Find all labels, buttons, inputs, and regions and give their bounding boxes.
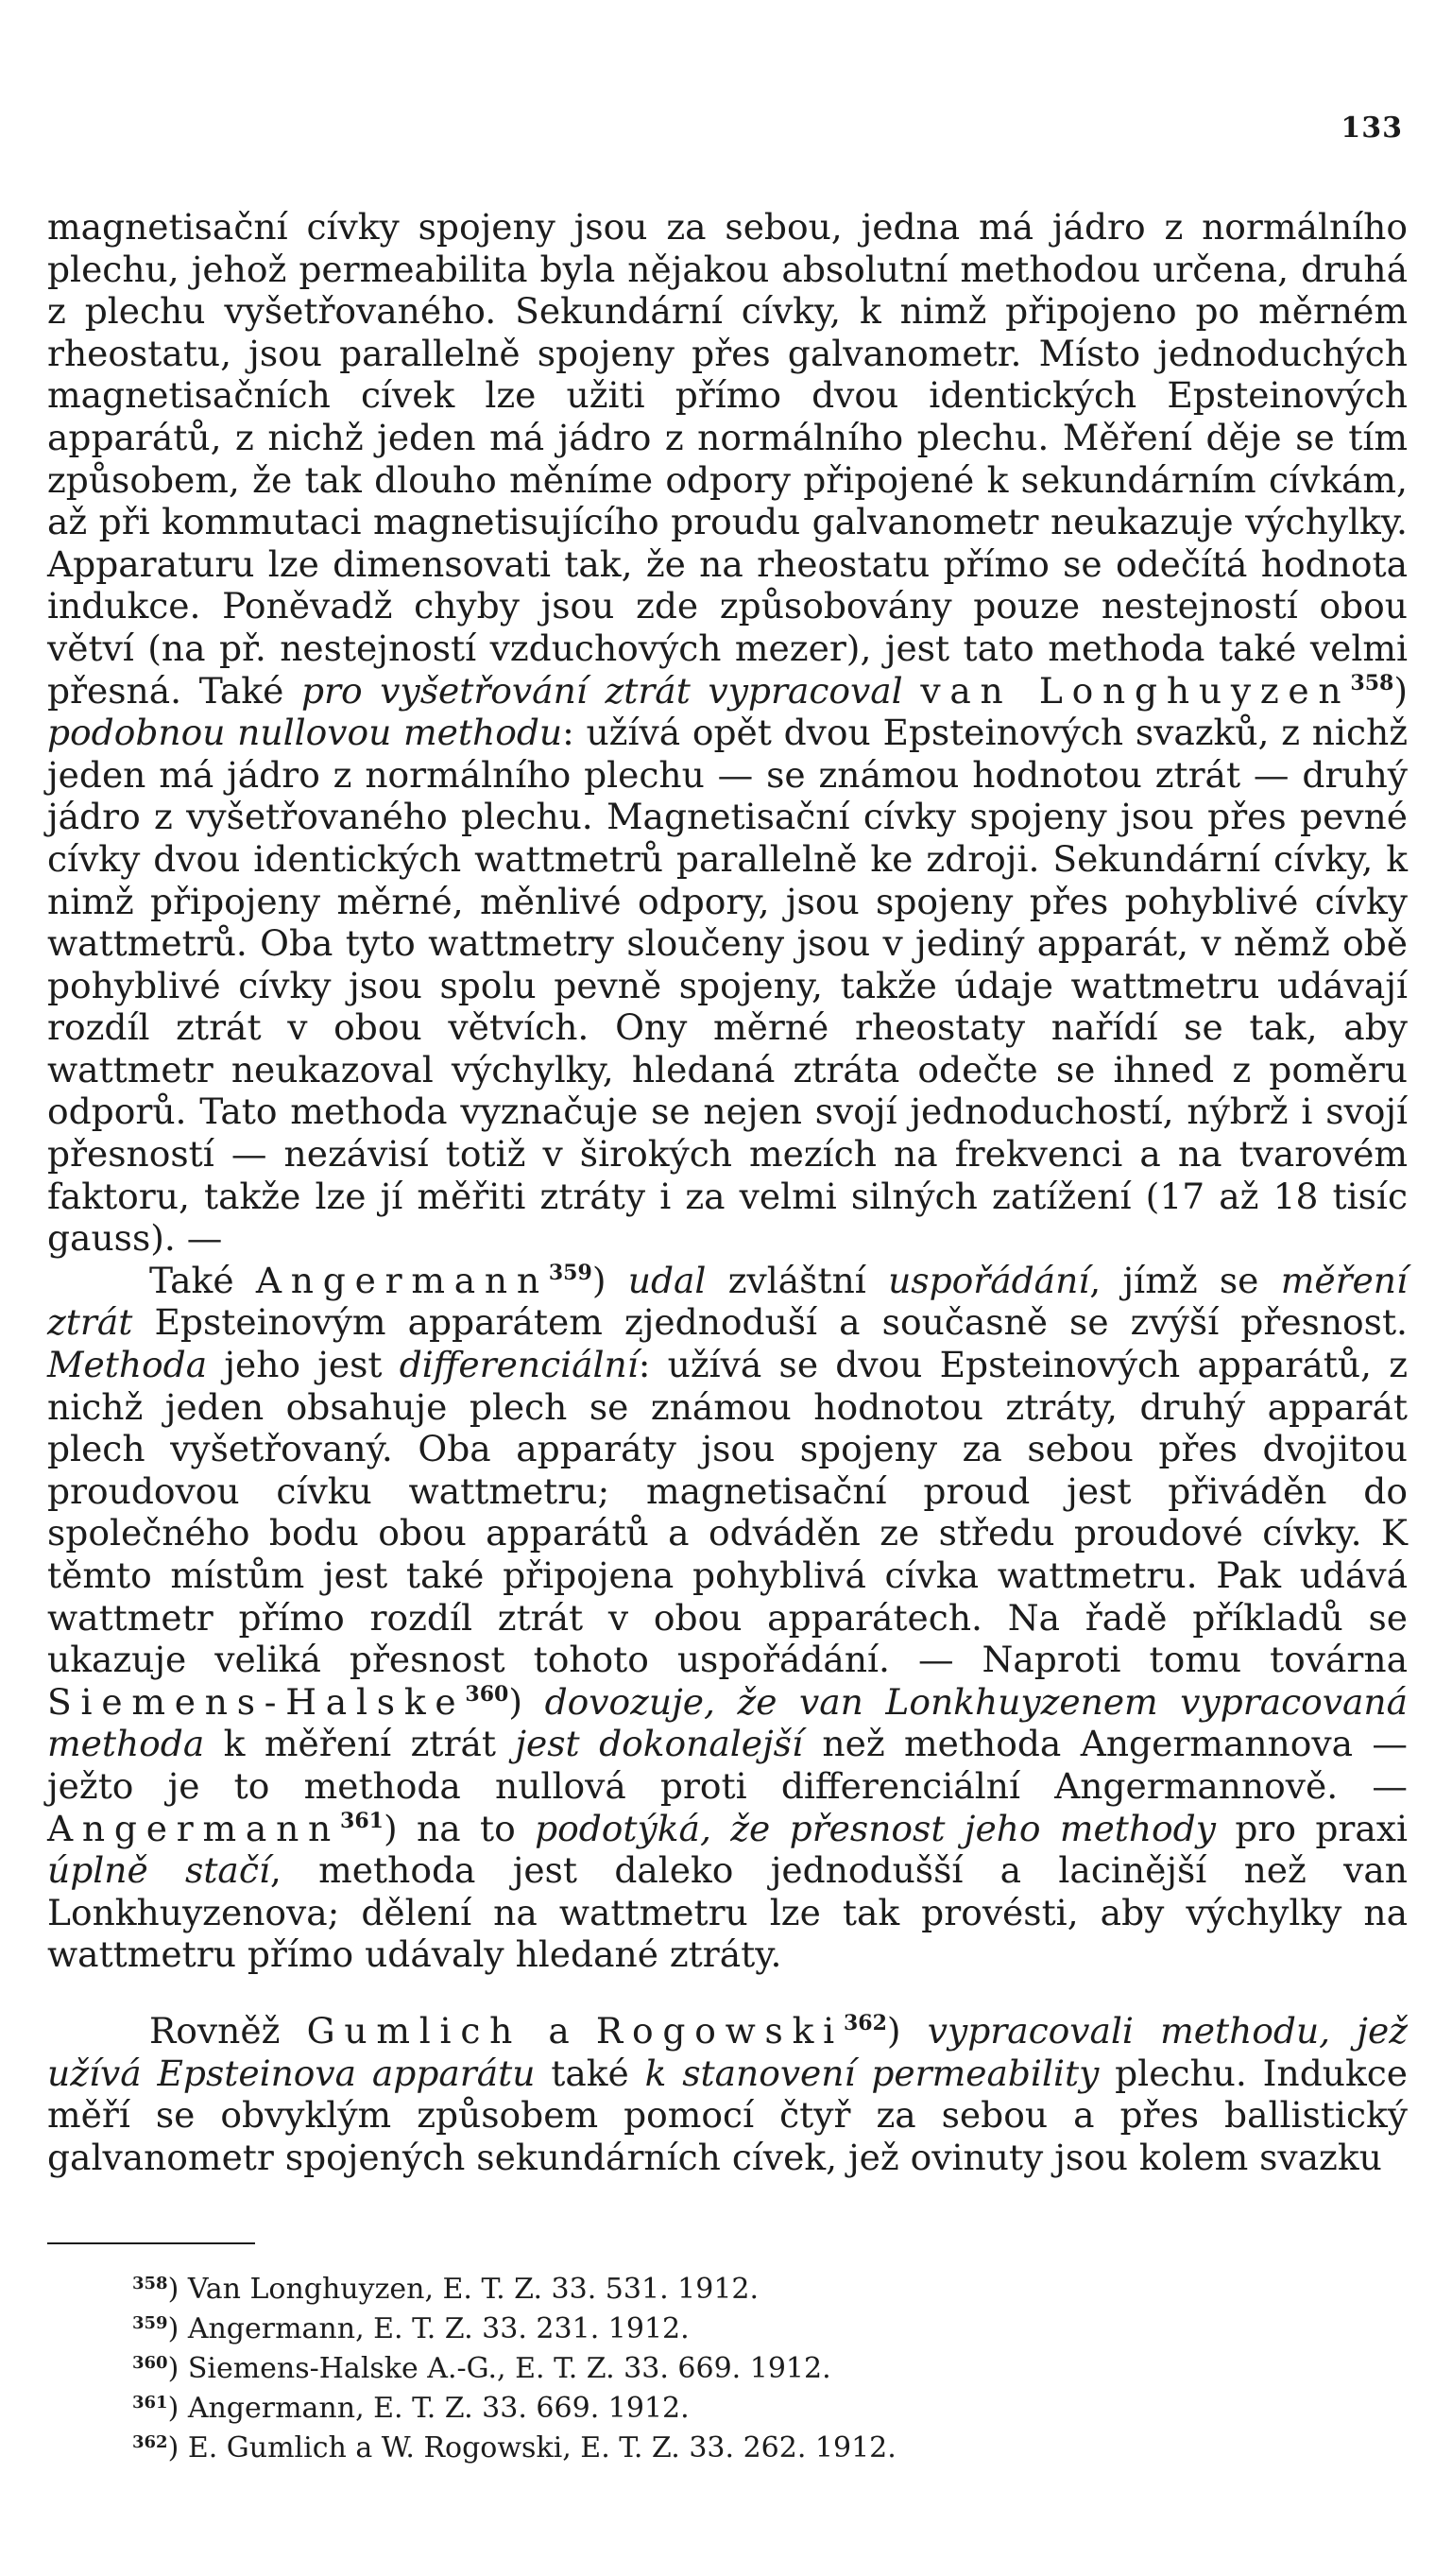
footnote-ref: 360: [132, 2353, 168, 2373]
text-run: Epsteinovým apparátem zjednoduší a současně se zvýší přesnost.: [132, 1301, 1408, 1344]
footnote-ref: 362: [132, 2432, 168, 2452]
italic-run: pro vyšetřování ztrát vypracoval: [300, 669, 903, 712]
footnote-reference: 359: [548, 1260, 592, 1285]
footnote-reference: 358: [1350, 670, 1394, 696]
footnote-359: [132, 2307, 1323, 2346]
footnote-reference: 360: [465, 1681, 509, 1707]
paragraph-3: [47, 2010, 1408, 2178]
text-run: [903, 670, 921, 712]
text-run: jeho jest: [207, 1344, 400, 1386]
paragraph-2: [47, 1260, 1408, 1976]
text-run: a: [521, 2009, 596, 2052]
italic-run: k stanovení permeability: [644, 2052, 1100, 2094]
text-run: pro praxi: [1215, 1807, 1408, 1849]
spaced-name: Gumlich: [306, 2009, 522, 2052]
italic-run: podobnou nullovou methodu: [47, 712, 563, 754]
footnote-360: [132, 2346, 1323, 2386]
footnote-ref: 361: [132, 2393, 168, 2413]
italic-run: vypracovali methodu, jež užívá Epsteinova apparátu: [47, 2009, 1408, 2094]
footnote-divider: [47, 2242, 255, 2244]
spaced-name: Angermann: [47, 1807, 341, 1849]
text-run: : užívá se dvou Epsteinových apparátů, z nichž jeden obsahuje plech se známou hodnotou ztráty, druhý apparát plech vyšetřovaný. Oba apparáty jsou spojeny za sebou přes dvojitou proudovou cívku wattmetru; magnetisační proud jest přiváděn do společného bodu obou apparátů a odváděn ze středu proudové cívky. K těmto místům jest také připojena pohyblivá cívka wattmetru. Pak udává wattmetr přímo rozdíl ztrát v obou apparátech. Na řadě příkladů se ukazuje veliká přesnost tohoto uspořádání. — Naproti tomu továrna: [47, 1344, 1408, 1681]
footnote-text: ) Van Longhuyzen, E. T. Z. 33. 531. 1912.: [167, 2273, 760, 2306]
footnote-reference: 361: [340, 1808, 384, 1833]
spaced-name: van Longhuyzen: [920, 669, 1351, 712]
text-run: k měření ztrát: [204, 1723, 516, 1765]
footnote-362: [132, 2426, 1323, 2465]
text-run: zvláštní: [706, 1259, 889, 1301]
text-run: ): [1393, 669, 1408, 712]
text-run: ): [591, 1259, 628, 1301]
footnote-ref: 358: [132, 2274, 168, 2293]
italic-run: Methoda: [47, 1344, 208, 1386]
text-run: Rovněž: [149, 2009, 307, 2052]
footnote-ref: 359: [132, 2313, 168, 2333]
italic-run: dovozuje, že van Lonkhuyzenem vypracovaná methoda: [47, 1680, 1409, 1765]
text-run: plechu. Indukce měří se obvyklým způsobem pomocí čtyř za sebou a přes ballistický galvanometr spojených sekundárních cívek, jež ovinuty jsou kolem svazku: [47, 2052, 1409, 2178]
italic-run: jest dokonalejší: [515, 1723, 803, 1765]
page-number: 133: [1341, 112, 1403, 145]
italic-run: uspořádání: [888, 1259, 1090, 1301]
body-text: [47, 206, 1408, 2178]
text-run: , methoda jest daleko jednodušší a lacinější než van Lonkhuyzenova; dělení na wattmetru lze tak provésti, aby výchylky na wattmetru přímo udávaly hledané ztráty.: [47, 1849, 1409, 1976]
text-run: než methoda Angermannova — ježto je to methoda nullová proti differenciální Angermannově. —: [47, 1723, 1408, 1807]
text-run: : užívá opět dvou Epsteinových svazků, z nichž jeden má jádro z normálního plechu — se známou hodnotou ztrát — druhý jádro z vyšetřovaného plechu. Magnetisační cívky spojeny jsou přes pevné cívky dvou identických wattmetrů parallelně ke zdroji. Sekundární cívky, k nimž připojeny měrné, měnlivé odpory, jsou spojeny přes pohyblivé cívky wattmetrů. Oba tyto wattmetry sloučeny jsou v jediný apparát, v němž obě pohyblivé cívky jsou spolu pevně spojeny, takže údaje wattmetru udávají rozdíl ztrát v obou větvích. Ony měrné rheostaty nařídí se tak, aby wattmetr neukazoval výchylky, hledaná ztráta odečte se ihned z poměru odporů. Tato methoda vyznačuje se nejen svojí jednoduchostí, nýbrž i svojí přesností — nezávisí totiž v širokých mezích na frekvenci a na tvarovém faktoru, takže lze jí měřiti ztráty i za velmi silných zatížení (17 až 18 tisíc gauss). —: [47, 712, 1408, 1260]
spaced-name: Rogowski: [595, 2009, 844, 2052]
italic-run: měření ztrát: [47, 1259, 1409, 1344]
footnotes: [132, 2267, 1323, 2465]
footnote-361: [132, 2386, 1323, 2426]
footnote-text: ) Angermann, E. T. Z. 33. 231. 1912.: [167, 2312, 690, 2345]
spaced-name: Siemens-Halske: [47, 1680, 466, 1723]
text-run: Také: [149, 1259, 256, 1301]
text-run: ): [508, 1680, 545, 1723]
italic-run: differenciální: [399, 1344, 639, 1386]
text-run: ) na to: [383, 1807, 536, 1849]
text-run: , jímž se: [1089, 1259, 1281, 1301]
italic-run: podotýká, že přesnost jeho methody: [535, 1807, 1216, 1849]
footnote-text: ) E. Gumlich a W. Rogowski, E. T. Z. 33. 262. 1912.: [167, 2431, 897, 2464]
footnote-reference: 362: [843, 2010, 887, 2035]
text-run: ): [886, 2009, 928, 2052]
footnote-text: ) Siemens-Halske A.-G., E. T. Z. 33. 669. 1912.: [167, 2352, 831, 2385]
footnote-text: ) Angermann, E. T. Z. 33. 669. 1912.: [167, 2392, 690, 2425]
italic-run: úplně stačí: [47, 1849, 270, 1892]
paragraph-gap: [47, 1976, 1408, 2010]
italic-run: udal: [627, 1259, 707, 1301]
paragraph-1: [47, 206, 1408, 1260]
text-run: také: [535, 2052, 645, 2094]
spaced-name: Angermann: [255, 1259, 549, 1301]
footnote-358: [132, 2267, 1323, 2307]
text-run: magnetisační cívky spojeny jsou za sebou, jedna má jádro z normálního plechu, jehož permeabilita byla nějakou absolutní methodou určena, druhá z plechu vyšetřovaného. Sekundární cívky, k nimž připojeno po měrném rheostatu, jsou parallelně spojeny přes galvanometr. Místo jednoduchých magnetisačních cívek lze užiti přímo dvou identických Epsteinových apparátů, z nichž jeden má jádro z normálního plechu. Měření děje se tím způsobem, že tak dlouho měníme odpory připojené k sekundárním cívkám, až při kommutaci magnetisujícího proudu galvanometr neukazuje výchylky. Apparaturu lze dimensovati tak, že na rheostatu přímo se odečítá hodnota indukce. Poněvadž chyby jsou zde způsobovány pouze nestejností obou větví (na př. nestejností vzduchových mezer), jest tato methoda také velmi přesná. Také: [47, 206, 1408, 712]
